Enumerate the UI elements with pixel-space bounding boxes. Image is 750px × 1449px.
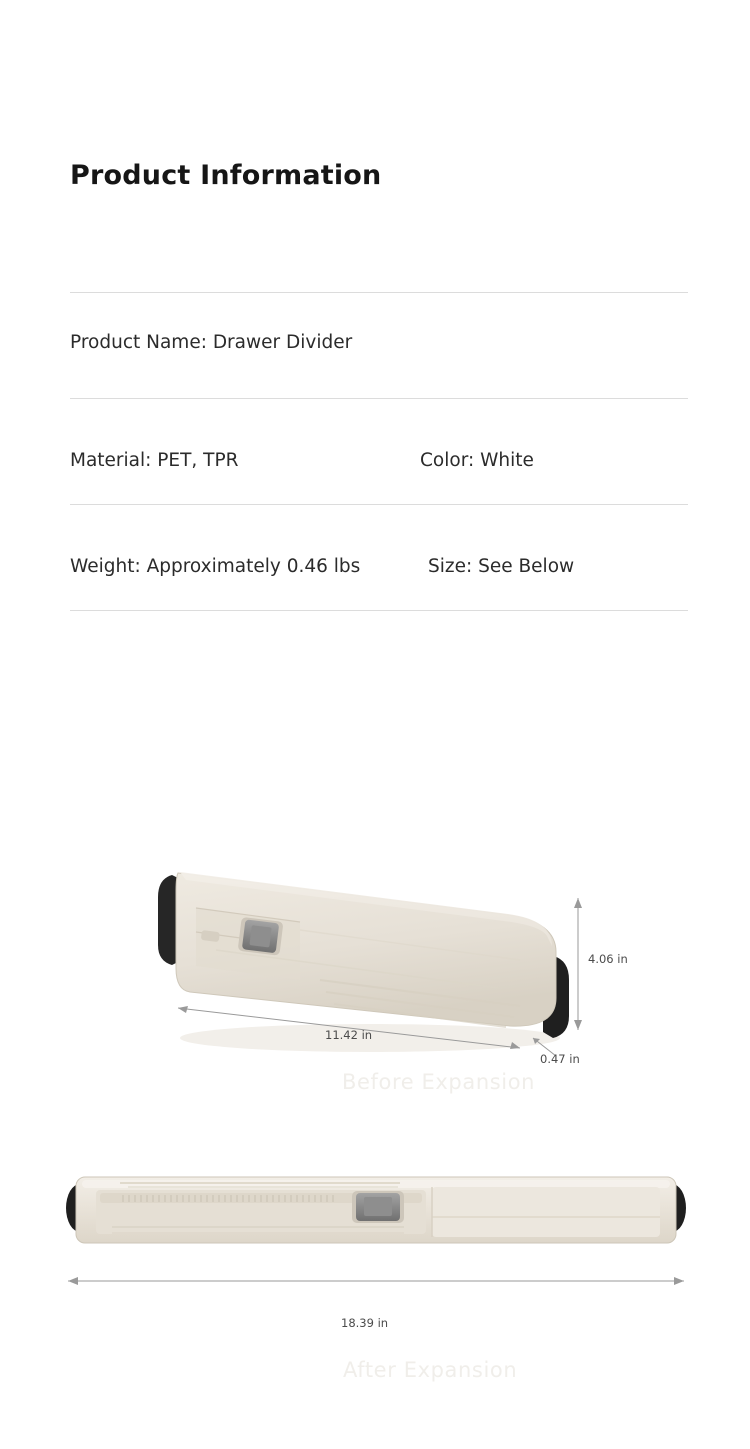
specification-table [70, 292, 688, 611]
caption-after-expansion: After Expansion [343, 1358, 518, 1382]
dimension-label-thickness-before: 0.47 in [540, 1052, 580, 1066]
product-figures [0, 760, 750, 1449]
table-divider [70, 610, 688, 611]
table-row [70, 505, 688, 610]
table-row [70, 293, 688, 398]
caption-before-expansion: Before Expansion [342, 1070, 536, 1094]
spec-weight: Weight: Approximately 0.46 lbs [70, 556, 361, 577]
spec-color: Color: White [420, 450, 534, 471]
dimension-label-length-before: 11.42 in [325, 1028, 373, 1042]
spec-size: Size: See Below [428, 556, 575, 577]
page-title: Product Information [70, 160, 382, 191]
spec-product-name: Product Name: Drawer Divider [70, 332, 353, 353]
spec-material: Material: PET, TPR [70, 450, 239, 471]
table-row [70, 399, 688, 504]
dimension-label-length-after: 18.39 in [341, 1316, 389, 1330]
product-image-after-expansion [0, 1135, 750, 1365]
dimension-label-height-before: 4.06 in [588, 952, 628, 966]
